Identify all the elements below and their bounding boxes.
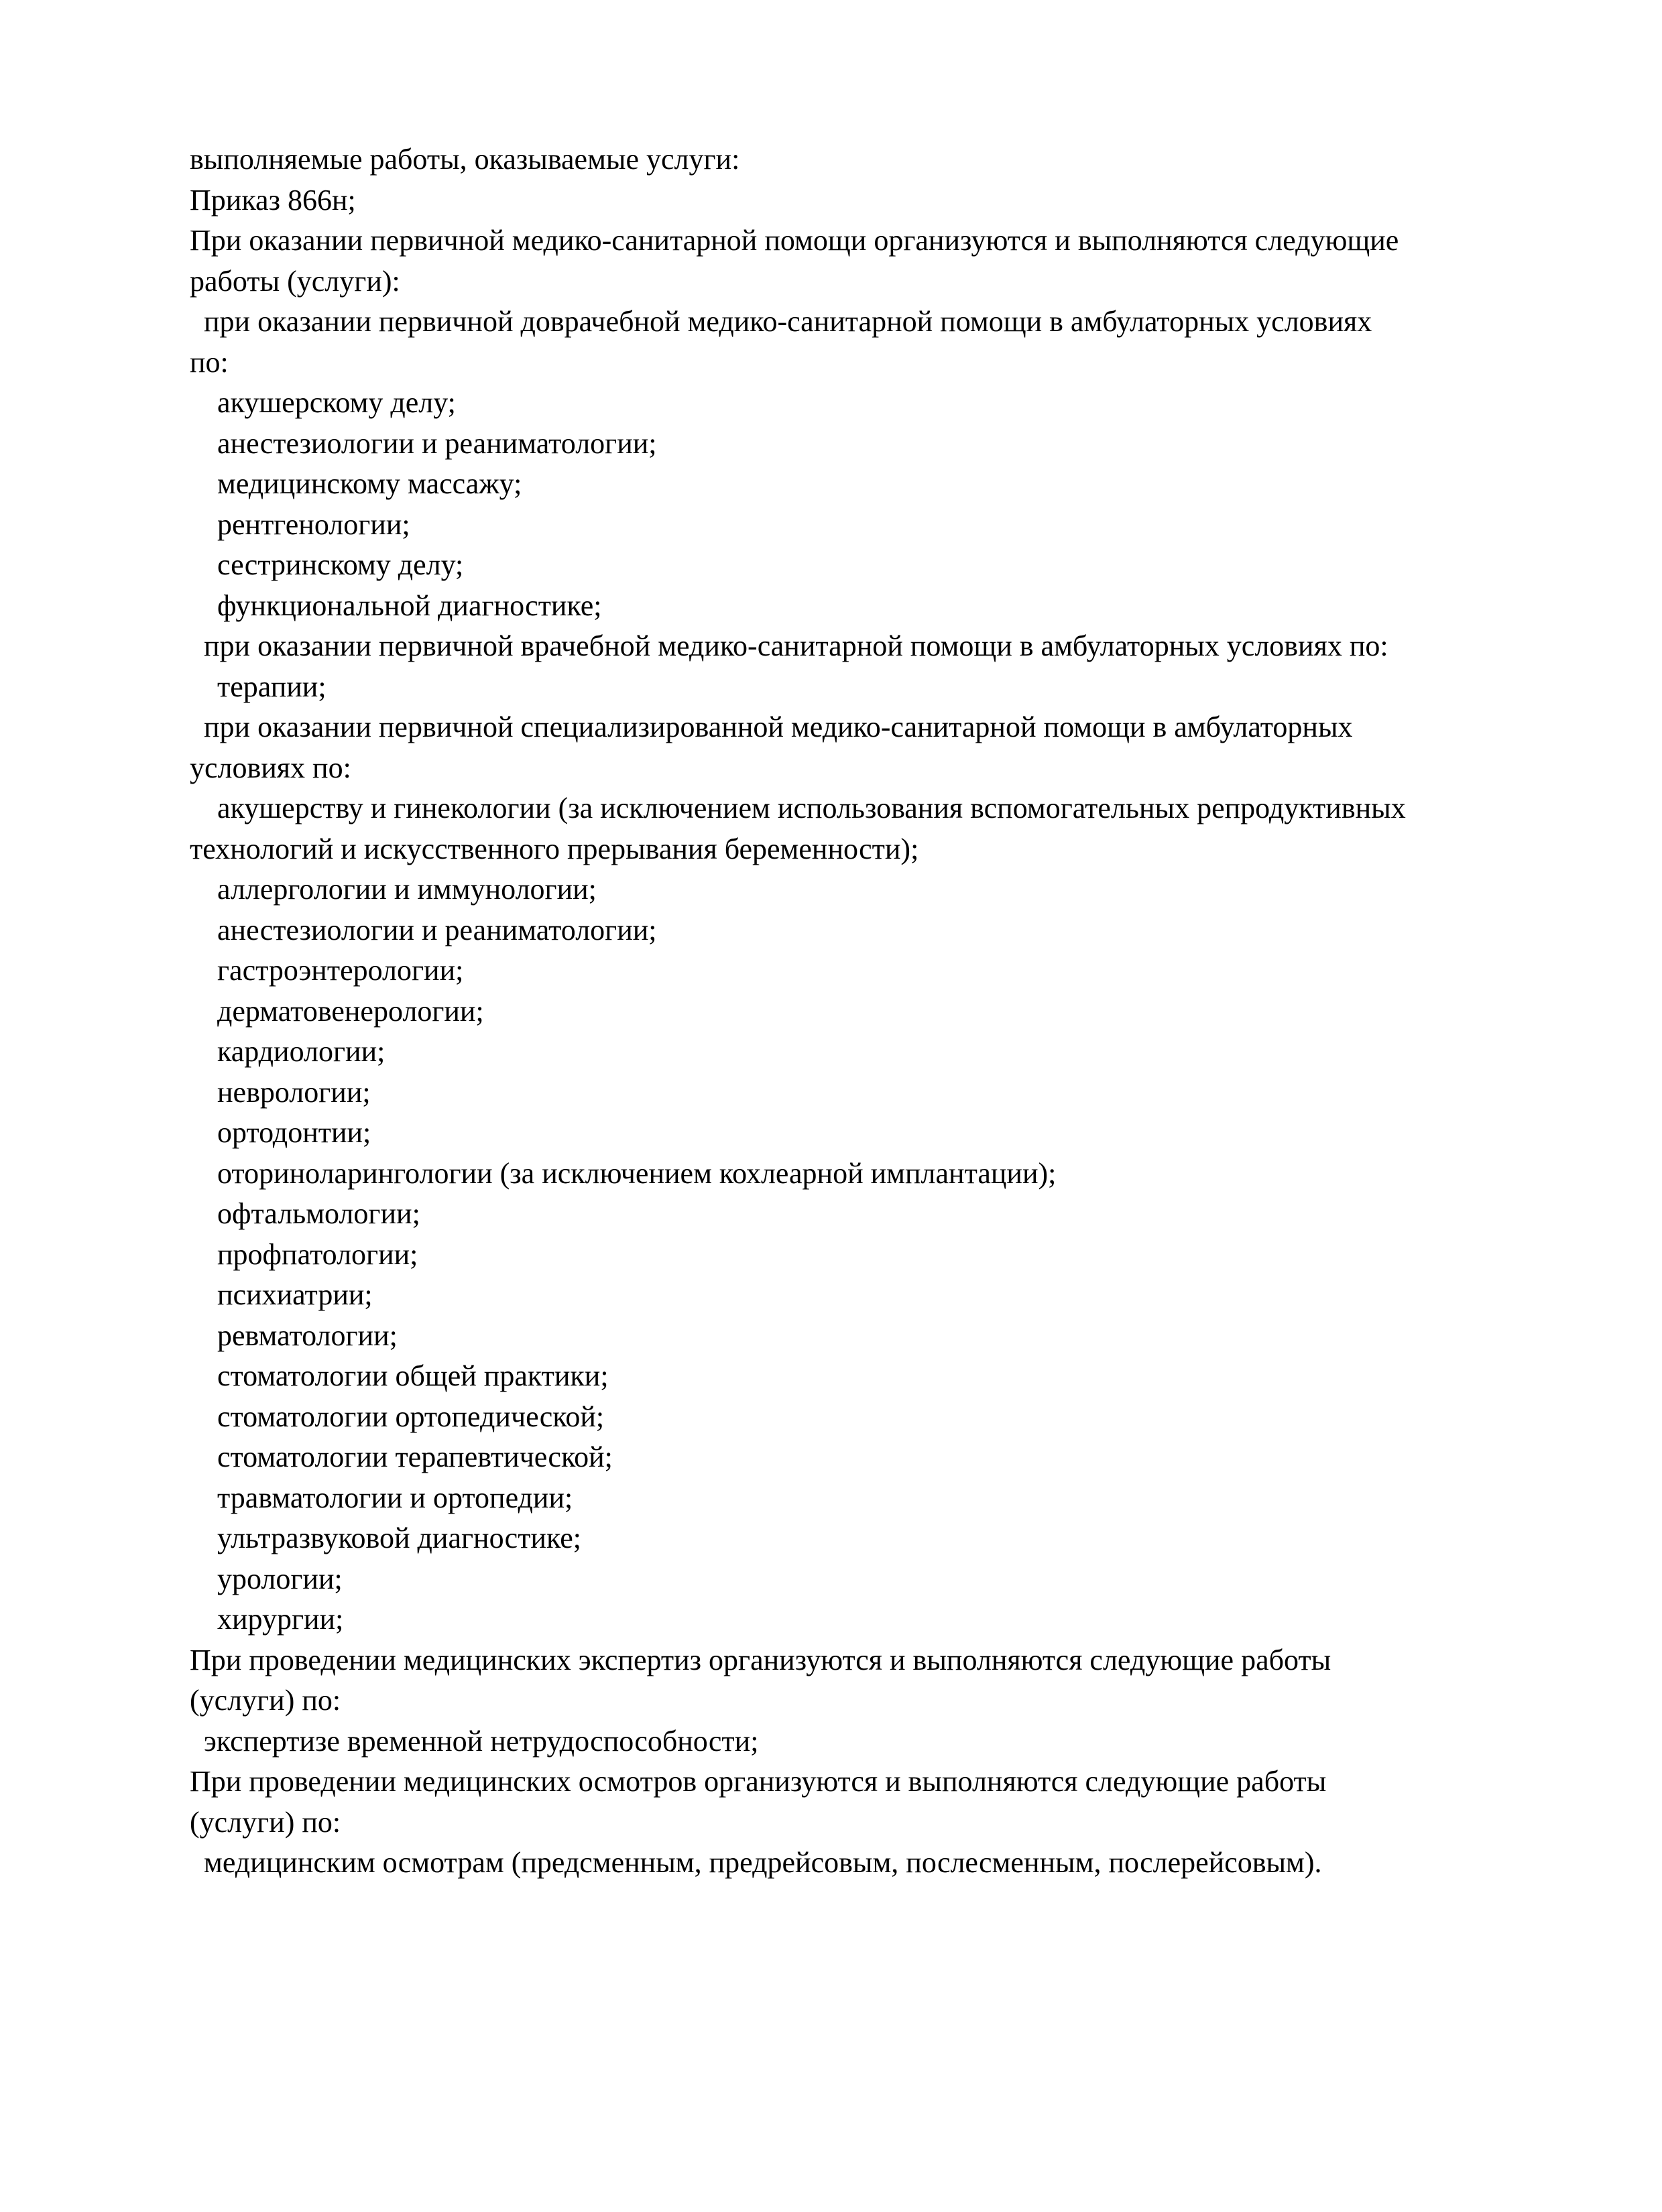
text-line: медицинским осмотрам (предсменным, предрейсовым, послесменным, послерейсовым). [204, 1846, 1322, 1879]
text-line: травматологии и ортопедии; [217, 1481, 573, 1514]
text-line: стоматологии общей практики; [217, 1359, 609, 1392]
text-line: по: [190, 345, 229, 379]
text-line: акушерскому делу; [217, 386, 456, 419]
text-line: при оказании первичной врачебной медико-санитарной помощи в амбулаторных условиях по: [204, 629, 1388, 662]
text-line: работы (услуги): [190, 264, 400, 298]
text-line: при оказании первичной специализированной медико-санитарной помощи в амбулаторных [204, 711, 1353, 743]
text-line: психиатрии; [217, 1278, 373, 1311]
text-line: условиях по: [190, 751, 351, 784]
text-line: аллергологии и иммунологии; [217, 873, 597, 906]
text-line: офтальмологии; [217, 1197, 420, 1230]
text-line: сестринскому делу; [217, 548, 464, 581]
text-line: акушерству и гинекологии (за исключением использования вспомогательных репродуктивных [217, 792, 1406, 824]
text-line: неврологии; [217, 1075, 371, 1109]
works-services-text-block [190, 139, 1568, 1884]
text-line: анестезиологии и реаниматологии; [217, 426, 657, 460]
text-line: При оказании первичной медико-санитарной помощи организуются и выполняются следующие [190, 224, 1399, 257]
text-line: рентгенологии; [217, 507, 410, 541]
text-line: терапии; [217, 670, 327, 703]
text-line: ультразвуковой диагностике; [217, 1522, 582, 1554]
text-line: (услуги) по: [190, 1805, 341, 1839]
text-line: функциональной диагностике; [217, 589, 602, 622]
text-line: урологии; [217, 1562, 343, 1595]
text-line: оториноларингологии (за исключением кохлеарной имплантации); [217, 1156, 1057, 1190]
text-line: Приказ 866н; [190, 183, 356, 217]
text-line: выполняемые работы, оказываемые услуги: [190, 143, 740, 176]
text-line: дерматовенерологии; [217, 994, 484, 1028]
text-line: медицинскому массажу; [217, 467, 522, 500]
text-line: анестезиологии и реаниматологии; [217, 913, 657, 946]
text-line: гастроэнтерологии; [217, 954, 464, 987]
text-line: кардиологии; [217, 1035, 385, 1068]
text-line: (услуги) по: [190, 1684, 341, 1717]
text-line: технологий и искусственного прерывания беременности); [190, 832, 919, 865]
text-line: При проведении медицинских осмотров организуются и выполняются следующие работы [190, 1765, 1327, 1798]
text-line: ортодонтии; [217, 1116, 371, 1149]
text-line: экспертизе временной нетрудоспособности; [204, 1724, 759, 1758]
text-line: при оказании первичной доврачебной медико-санитарной помощи в амбулаторных условиях [204, 305, 1372, 338]
text-line: профпатологии; [217, 1237, 418, 1271]
text-line: хирургии; [217, 1603, 344, 1636]
text-line: стоматологии терапевтической; [217, 1440, 613, 1473]
text-line: При проведении медицинских экспертиз организуются и выполняются следующие работы [190, 1643, 1331, 1676]
text-line: ревматологии; [217, 1318, 398, 1352]
text-line: стоматологии ортопедической; [217, 1400, 605, 1433]
